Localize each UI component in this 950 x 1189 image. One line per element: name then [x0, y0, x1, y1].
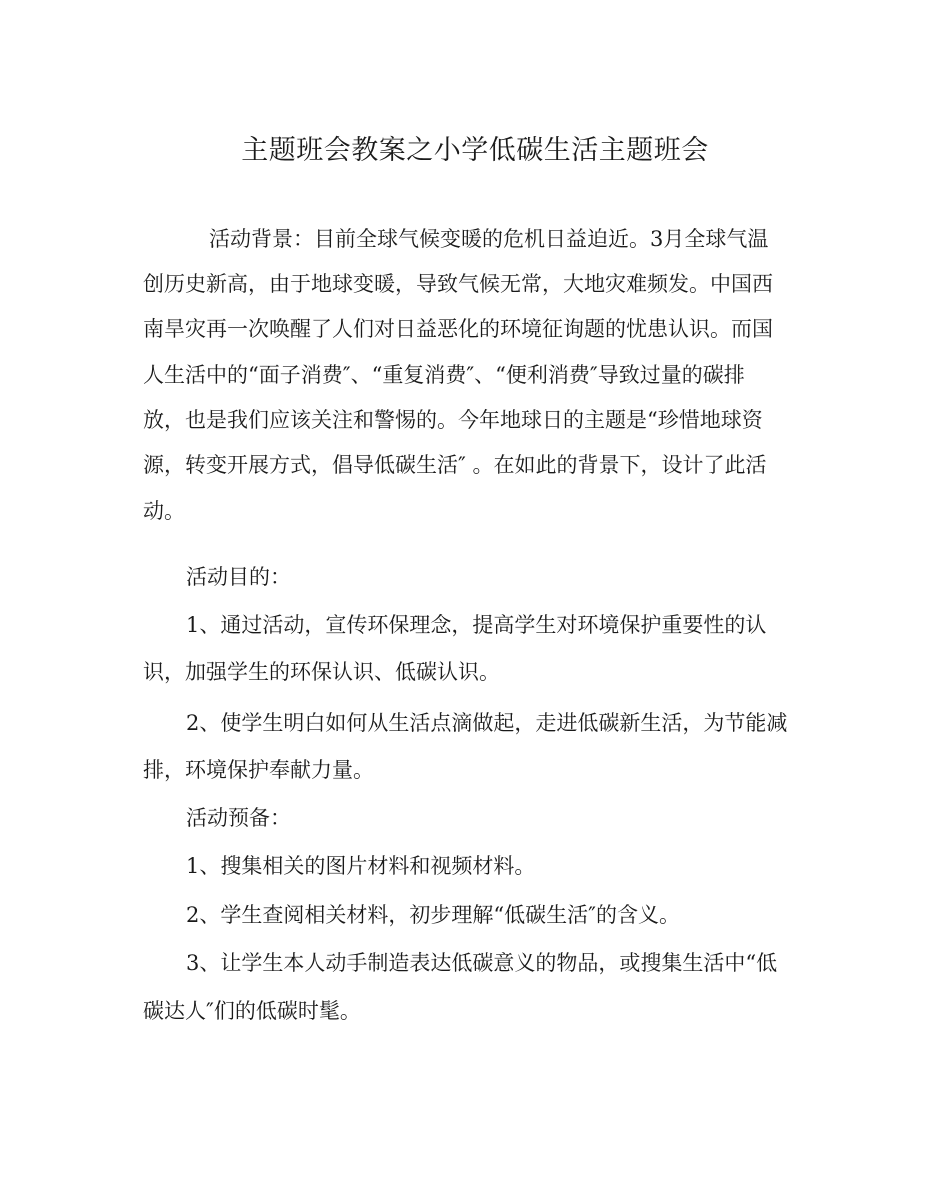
background-paragraph-line-6: 源，转变开展方式，倡导低碳生活″ 。在如此的背景下，设计了此活: [143, 453, 767, 477]
goals-item-1-line-1: 1、通过活动，宣传环保理念，提高学生对环境保护重要性的认: [186, 613, 767, 637]
background-paragraph-line-2: 创历史新高，由于地球变暖，导致气候无常，大地灾难频发。中国西: [143, 272, 773, 296]
goals-item-2-line-1: 2、使学生明白如何从生活点滴做起，走进低碳新生活，为节能减: [186, 711, 788, 735]
background-paragraph-line-4: 人生活中的“面子消费″、“重复消费″、“便利消费″导致过量的碳排: [143, 363, 745, 387]
preparation-item-1: 1、搜集相关的图片材料和视频材料。: [186, 854, 536, 878]
goals-heading: 活动目的：: [186, 565, 291, 589]
background-paragraph-line-3: 南旱灾再一次唤醒了人们对日益恶化的环境征询题的忧患认识。而国: [143, 317, 773, 341]
preparation-item-2: 2、学生查阅相关材料，初步理解“低碳生活″的含义。: [186, 903, 680, 927]
goals-item-1-line-2: 识，加强学生的环保认识、低碳认识。: [143, 660, 500, 684]
goals-item-2-line-2: 排，环境保护奉献力量。: [143, 758, 374, 782]
preparation-item-3-line-1: 3、让学生本人动手制造表达低碳意义的物品，或搜集生活中“低: [186, 951, 778, 975]
background-paragraph-line-7: 动。: [143, 499, 185, 523]
background-paragraph-line-1: 活动背景：目前全球气候变暖的危机日益迫近。3月全球气温: [209, 227, 769, 251]
background-paragraph-line-5: 放，也是我们应该关注和警惕的。今年地球日的主题是“珍惜地球资: [143, 408, 763, 432]
preparation-heading: 活动预备：: [186, 806, 291, 830]
document-title: 主题班会教案之小学低碳生活主题班会: [241, 135, 709, 166]
preparation-item-3-line-2: 碳达人″们的低碳时髦。: [143, 999, 361, 1023]
